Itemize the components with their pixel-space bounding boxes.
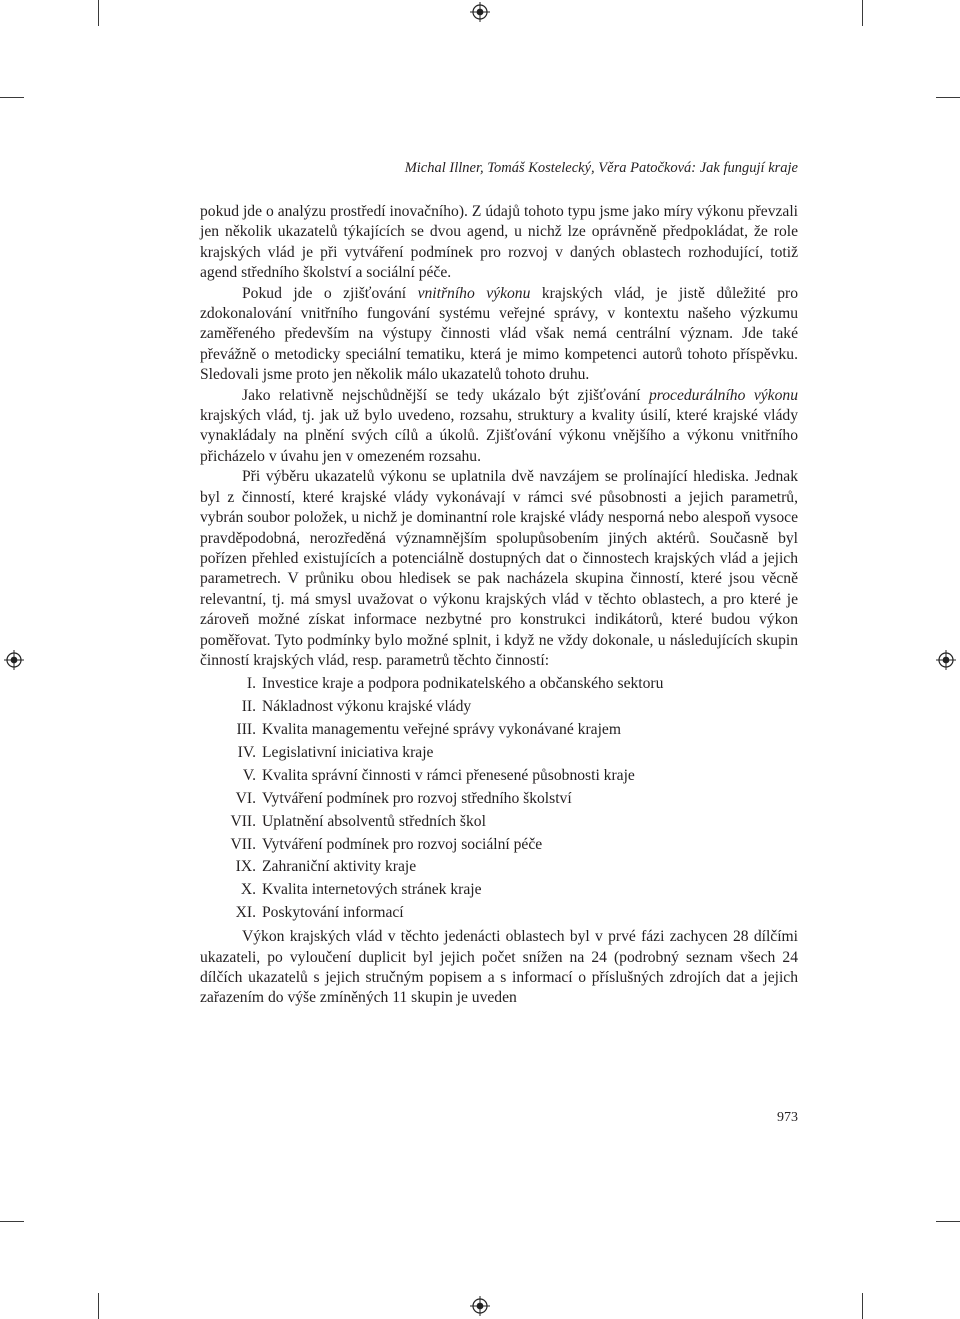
registration-mark-icon	[4, 650, 24, 670]
list-item: IV. Legislativní iniciativa kraje	[237, 744, 434, 762]
list-item: XI. Poskytování informací	[235, 904, 404, 922]
paragraph: Při výběru ukazatelů výkonu se uplatnila dvě navzájem se prolínající hlediska. Jednak byl z činností, které krajské vlády vykonávají v rámci své působnosti a jejich parametrů, vybrán soubor položek, u nichž je dominantní role krajské vlády nesporná nebo alespoň vysoce pravděpodobná, nerozředěná významnějším spolupůsobením jiných aktérů. Současně byl pořízen přehled existujících a potenciálně dostupných dat o činnostech krajských vlád a jejich parametrech. V průniku obou hledisek se pak nacházela skupina činností, které jsou věcně relevantní, tj. má smysl uvažovat o výkonu krajských vlád v těchto oblastech, a pro které je zároveň možné získat informace nezbytné pro konstrukci indikátorů, které budou výkon poměřovat. Tyto podmínky bylo možné splnit, i když ne vždy dokonale, u následujících skupin činností krajských vlád, resp. parametrů těchto činností:	[200, 468, 798, 669]
paragraph: pokud jde o analýzu prostředí inovačního). Z údajů tohoto typu jsme jako míry výkonu převzali jen několik ukazatelů týkajících se dvou agend, u nichž lze oprávněně předpokládat, že role krajských vlád je při vytváření podmínek pro rozvoj v daných oblastech rozhodující, totiž agend středního školství a sociální péče.	[200, 203, 798, 282]
list-item: II. Nákladnost výkonu krajské vlády	[241, 698, 472, 716]
list-item: V. Kvalita správní činnosti v rámci přenesené působnosti kraje	[242, 766, 635, 784]
emphasis: vnitřního výkonu	[417, 284, 531, 302]
crop-mark	[936, 1221, 960, 1222]
crop-mark	[0, 1221, 24, 1222]
paragraph: Výkon krajských vlád v těchto jedenácti oblastech byl v prvé fázi zachycen 28 dílčími ukazateli, po vyloučení duplicit byl jejich počet snížen na 24 (podrobný seznam všech 24 dílčích ukazatelů s jejich stručným popisem a s informací o příslušných zdrojích dat a jejich zařazením do výše zmíněných 11 skupin je uveden	[200, 928, 798, 1007]
list-item: VII. Uplatnění absolventů středních škol	[230, 812, 486, 830]
list-item: IX. Zahraniční aktivity kraje	[235, 858, 417, 876]
list-item: I. Investice kraje a podpora podnikatelského a občanského sektoru	[246, 675, 664, 693]
registration-mark-icon	[470, 1296, 490, 1316]
emphasis: procedurálního výkonu	[648, 386, 798, 404]
list-item: VII. Vytváření podmínek pro rozvoj sociální péče	[230, 835, 543, 853]
activity-group-list	[200, 674, 798, 926]
page-number: 973	[777, 1110, 798, 1125]
body-text	[200, 202, 798, 1009]
paragraph: Pokud jde o zjišťování vnitřního výkonu krajských vlád, je jistě důležité pro zdokonalování vnitřního fungování systému veřejné správy, v kontextu našeho výzkumu zaměřeného především na výstupy činnosti vlád však nemá centrální význam. Jde také převážně o metodicky speciální tematiku, která je mimo kompetenci autorů tohoto příspěvku. Sledovali jsme proto jen několik málo ukazatelů tohoto druhu.	[200, 284, 798, 384]
crop-mark	[862, 0, 863, 26]
running-head: Michal Illner, Tomáš Kostelecký, Věra Patočková: Jak fungují kraje	[404, 160, 798, 176]
crop-mark	[936, 97, 960, 98]
crop-mark	[98, 1293, 99, 1319]
list-item: VI. Vytváření podmínek pro rozvoj středního školství	[235, 789, 572, 807]
paragraph: Jako relativně nejschůdnější se tedy ukázalo být zjišťování procedurálního výkonu krajských vlád, tj. jak už bylo uvedeno, rozsahu, struktury a kvality úsilí, které krajské vlády vynakládaly na plnění svých cílů a úkolů. Zjišťování výkonu vnějšího a výkonu vnitřního přicházelo v úvahu jen v omezeném rozsahu.	[200, 386, 798, 465]
crop-mark	[0, 97, 24, 98]
list-item: X. Kvalita internetových stránek kraje	[240, 881, 482, 899]
registration-mark-icon	[470, 2, 490, 22]
crop-mark	[98, 0, 99, 26]
list-item: III. Kvalita managementu veřejné správy vykonávané krajem	[236, 721, 621, 739]
registration-mark-icon	[936, 650, 956, 670]
crop-mark	[862, 1293, 863, 1319]
